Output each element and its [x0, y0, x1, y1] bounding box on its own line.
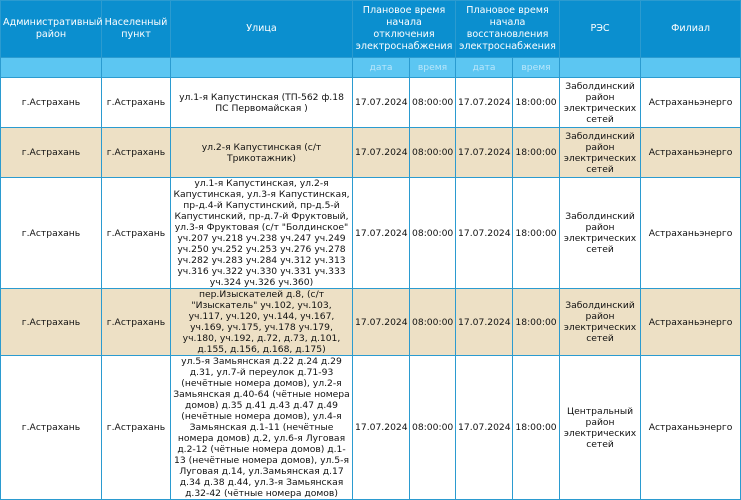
cell-branch: Астраханьэнерго: [641, 289, 741, 356]
cell-locality: г.Астрахань: [102, 128, 171, 178]
cell-res: Заболдинский район электрических сетей: [560, 78, 641, 128]
cell-district: г.Астрахань: [1, 178, 102, 289]
cell-on-time: 18:00:00: [513, 356, 560, 500]
cell-branch: Астраханьэнерго: [641, 78, 741, 128]
cell-locality: г.Астрахань: [102, 289, 171, 356]
cell-on-time: 18:00:00: [513, 289, 560, 356]
table-row: [1, 78, 741, 128]
cell-off-time: 08:00:00: [410, 356, 456, 500]
subheader-empty: [102, 58, 171, 78]
cell-locality: г.Астрахань: [102, 356, 171, 500]
cell-off-time: 08:00:00: [410, 289, 456, 356]
cell-district: г.Астрахань: [1, 289, 102, 356]
cell-res: Центральный район электрических сетей: [560, 356, 641, 500]
subheader-off-date: дата: [353, 58, 410, 78]
cell-on-date: 17.07.2024: [456, 356, 513, 500]
cell-locality: г.Астрахань: [102, 178, 171, 289]
header-row: [1, 1, 741, 58]
cell-district: г.Астрахань: [1, 356, 102, 500]
header-district[interactable]: Административный район: [1, 1, 102, 58]
table-row: [1, 178, 741, 289]
header-locality[interactable]: Населенный пункт: [102, 1, 171, 58]
header-restore-time[interactable]: Плановое время начала восстановления электроснабжения: [456, 1, 560, 58]
cell-off-time: 08:00:00: [410, 178, 456, 289]
cell-on-time: 18:00:00: [513, 78, 560, 128]
subheader-empty: [171, 58, 353, 78]
header-street[interactable]: Улица: [171, 1, 353, 58]
cell-res: Заболдинский район электрических сетей: [560, 178, 641, 289]
cell-street: ул.1-я Капустинская, ул.2-я Капустинская, ул.3-я Капустинская, пр-д.4-й Капустинский, пр-д.5-й Капустинский, пр-д.7-й Фруктовый, ул.3-я Фруктовая (с/т "Болдинское" уч.207 уч.218 уч.238 уч.247 уч.249 уч.250 уч.252 уч.253 уч.276 уч.278 уч.282 уч.283 уч.284 уч.312 уч.313 уч.316 уч.322 уч.330 уч.331 уч.333 уч.324 уч.326 уч.360): [171, 178, 353, 289]
header-branch[interactable]: Филиал: [641, 1, 741, 58]
header-res[interactable]: РЭС: [560, 1, 641, 58]
cell-locality: г.Астрахань: [102, 78, 171, 128]
subheader-off-time: время: [410, 58, 456, 78]
cell-on-time: 18:00:00: [513, 178, 560, 289]
cell-off-date: 17.07.2024: [353, 178, 410, 289]
cell-off-date: 17.07.2024: [353, 128, 410, 178]
cell-off-time: 08:00:00: [410, 128, 456, 178]
cell-off-time: 08:00:00: [410, 78, 456, 128]
cell-res: Заболдинский район электрических сетей: [560, 289, 641, 356]
cell-branch: Астраханьэнерго: [641, 356, 741, 500]
header-off-time[interactable]: Плановое время начала отключения электроснабжения: [353, 1, 456, 58]
subheader-empty: [560, 58, 641, 78]
cell-street: пер.Изыскателей д.8, (с/т "Изыскатель" уч.102, уч.103, уч.117, уч.120, уч.144, уч.167, уч.169, уч.175, уч.178 уч.179, уч.180, уч.192, д.72, д.73, д.101, д.155, д.156, д.168, д.175): [171, 289, 353, 356]
subheader-on-time: время: [513, 58, 560, 78]
subheader-empty: [641, 58, 741, 78]
cell-on-date: 17.07.2024: [456, 128, 513, 178]
subheader-empty: [1, 58, 102, 78]
cell-street: ул.2-я Капустинская (с/т Трикотажник): [171, 128, 353, 178]
cell-off-date: 17.07.2024: [353, 289, 410, 356]
table-row: [1, 289, 741, 356]
cell-on-date: 17.07.2024: [456, 178, 513, 289]
cell-district: г.Астрахань: [1, 78, 102, 128]
cell-res: Заболдинский район электрических сетей: [560, 128, 641, 178]
cell-district: г.Астрахань: [1, 128, 102, 178]
subheader-on-date: дата: [456, 58, 513, 78]
cell-street: ул.1-я Капустинская (ТП-562 ф.18 ПС Первомайская ): [171, 78, 353, 128]
cell-on-date: 17.07.2024: [456, 289, 513, 356]
table-row: [1, 356, 741, 500]
cell-off-date: 17.07.2024: [353, 78, 410, 128]
cell-branch: Астраханьэнерго: [641, 178, 741, 289]
table-row: [1, 128, 741, 178]
cell-branch: Астраханьэнерго: [641, 128, 741, 178]
cell-on-date: 17.07.2024: [456, 78, 513, 128]
cell-on-time: 18:00:00: [513, 128, 560, 178]
cell-off-date: 17.07.2024: [353, 356, 410, 500]
subheader-row: [1, 58, 741, 78]
cell-street: ул.5-я Замьянская д.22 д.24 д.29 д.31, ул.7-й переулок д.71-93 (нечётные номера домов), ул.2-я Замьянская д.40-64 (чётные номера домов) д.35 д.41 д.43 д.47 д.49 (нечётные номера домов), ул.4-я Замьянская д.1-11 (нечётные номера домов) д.2, ул.6-я Луговая д.2-12 (чётные номера домов) д.1-13 (нечётные номера домов), ул.5-я Луговая д.14, ул.Замьянская д.17 д.34 д.38 д.44, ул.3-я Замьянская д.32-42 (чётные номера домов): [171, 356, 353, 500]
